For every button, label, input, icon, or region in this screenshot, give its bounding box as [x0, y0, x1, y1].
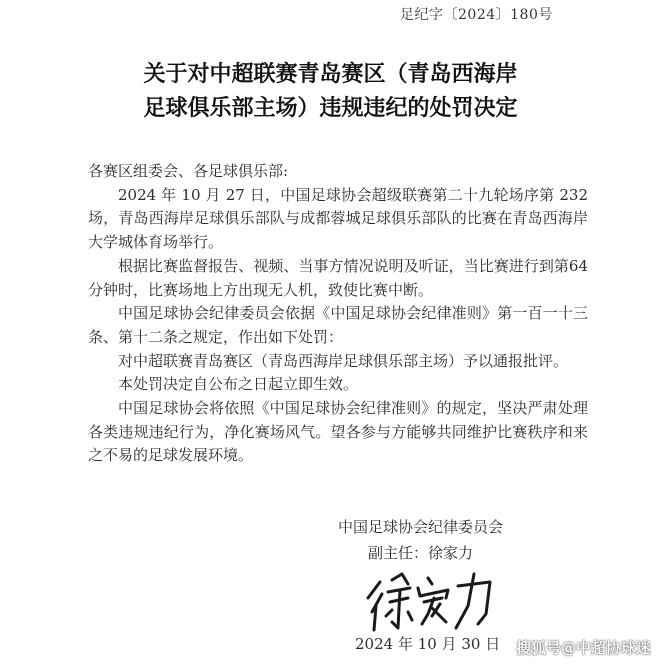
issuing-committee: 中国足球协会纪律委员会	[338, 518, 504, 536]
document-title	[0, 58, 661, 126]
signature-block	[338, 514, 503, 566]
document-body	[88, 160, 588, 468]
salutation: 各赛区组委会、各足球俱乐部:	[88, 162, 289, 180]
paragraph-incident: 根据比赛监督报告、视频、当事方情况说明及听证，当比赛进行到第64分钟时，比赛场地上方出现无人机，致使比赛中断。	[88, 256, 588, 299]
handwritten-signature	[362, 568, 502, 638]
source-watermark: 搜狐号@中超协球迷	[515, 639, 651, 657]
signature-date: 2024 年 10 月 30 日	[355, 635, 501, 653]
title-line-1: 关于对中超联赛青岛赛区（青岛西海岸	[143, 62, 518, 87]
paragraph-statement: 中国足球协会将依照《中国足球协会纪律准则》的规定，坚决严肃处理各类违规违纪行为，净化赛场风气。望各参与方能够共同维护比赛秩序和来之不易的足球发展环境。	[88, 399, 588, 465]
signer-title: 副主任：徐家力	[368, 544, 474, 562]
paragraph-effective: 本处罚决定自公布之日起立即生效。	[118, 375, 359, 394]
paragraph-legal-basis: 中国足球协会纪律委员会依据《中国足球协会纪律准则》第一百一十三条、第十二条之规定，作出如下处罚：	[88, 304, 588, 346]
title-line-2: 足球俱乐部主场）违规违纪的处罚决定	[143, 96, 518, 121]
paragraph-penalty: 对中超联赛青岛赛区（青岛西海岸足球俱乐部主场）予以通报批评。	[118, 351, 569, 370]
paragraph-match-info: 2024 年 10 月 27 日，中国足球协会超级联赛第二十九轮场序第 232 场，青岛西海岸足球俱乐部队与成都蓉城足球俱乐部队的比赛在青岛西海岸大学城体育场举行。	[88, 185, 588, 252]
document-number: 足纪字〔2024〕180号	[400, 7, 553, 23]
